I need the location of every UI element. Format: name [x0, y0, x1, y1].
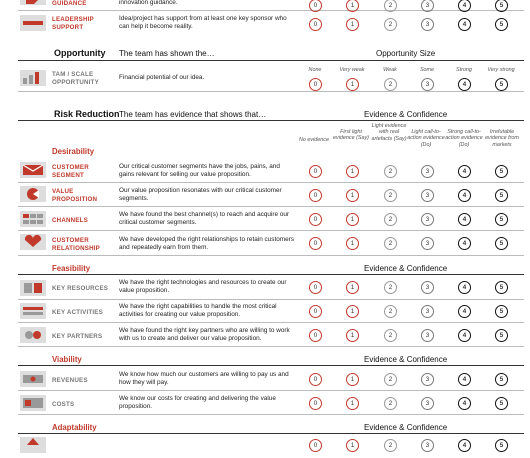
row-label-value-proposition: VALUE PROPOSITION	[52, 188, 98, 203]
row-label-leadership-support: LEADERSHIP SUPPORT	[52, 16, 94, 31]
section-subtitle-opportunity: The team has shown the…	[119, 49, 215, 58]
row-label-revenues: REVENUES	[52, 377, 88, 384]
score-option-2[interactable]: 2	[384, 78, 397, 91]
score-option-4[interactable]: 4	[458, 213, 471, 226]
score-option-1[interactable]: 1	[346, 305, 359, 318]
score-option-0[interactable]: 0	[309, 397, 322, 410]
row-label-channels: CHANNELS	[52, 217, 88, 224]
risk-scale-0: No evidence	[299, 137, 329, 143]
score-option-5[interactable]: 5	[495, 165, 508, 178]
score-option-0[interactable]: 0	[309, 439, 322, 452]
score-option-4[interactable]: 4	[458, 0, 471, 12]
row-desc-revenues: We know how much our customers are willing to pay us and how they will pay.	[119, 371, 289, 386]
category-right-viability: Evidence & Confidence	[364, 355, 448, 364]
score-option-3[interactable]: 3	[421, 439, 434, 452]
section-title-opportunity: Opportunity	[54, 48, 106, 58]
score-option-5[interactable]: 5	[495, 18, 508, 31]
risk-scale-4: Strong call-to-action evidence (Do)	[445, 129, 483, 148]
row-desc-costs: We know our costs for creating and delivering the value proposition.	[119, 395, 276, 410]
score-option-4[interactable]: 4	[458, 373, 471, 386]
key-partners-icon	[20, 327, 46, 343]
category-right-adaptability: Evidence & Confidence	[364, 423, 448, 432]
row-desc-leadership-support: Idea/project has support from at least one key sponsor who can help it become reality.	[119, 15, 287, 30]
section-rule	[18, 60, 524, 61]
score-option-4[interactable]: 4	[458, 305, 471, 318]
score-option-3[interactable]: 3	[421, 397, 434, 410]
score-option-0[interactable]: 0	[309, 189, 322, 202]
opp-scale-5: Very strong	[487, 67, 515, 73]
divider	[18, 255, 524, 256]
divider	[18, 230, 524, 231]
score-option-5[interactable]: 5	[495, 373, 508, 386]
score-option-3[interactable]: 3	[421, 18, 434, 31]
score-option-2[interactable]: 2	[384, 0, 397, 12]
score-option-5[interactable]: 5	[495, 237, 508, 250]
score-option-5[interactable]: 5	[495, 281, 508, 294]
divider	[18, 322, 524, 323]
row-desc-key-partners: We have found the right key partners who are willing to work with us to create and deliver our value proposition.	[119, 327, 290, 342]
revenues-icon	[20, 371, 46, 387]
adaptability-icon	[20, 437, 46, 453]
score-option-5[interactable]: 5	[495, 0, 508, 12]
key-resources-icon	[20, 280, 46, 296]
section-rule	[18, 274, 524, 275]
score-option-5[interactable]: 5	[495, 439, 508, 452]
section-rule	[18, 433, 524, 434]
costs-icon	[20, 395, 46, 411]
score-option-1[interactable]: 1	[346, 213, 359, 226]
score-option-0[interactable]: 0	[309, 305, 322, 318]
value-proposition-icon	[20, 186, 46, 202]
score-option-2[interactable]: 2	[384, 397, 397, 410]
score-option-5[interactable]: 5	[495, 397, 508, 410]
score-option-2[interactable]: 2	[384, 237, 397, 250]
score-option-0[interactable]: 0	[309, 237, 322, 250]
score-option-5[interactable]: 5	[495, 78, 508, 91]
score-option-3[interactable]: 3	[421, 329, 434, 342]
score-option-0[interactable]: 0	[309, 78, 322, 91]
row-label-key-activities: KEY ACTIVITIES	[52, 309, 103, 316]
section-rule	[18, 365, 524, 366]
divider	[18, 206, 524, 207]
score-option-5[interactable]: 5	[495, 189, 508, 202]
risk-scale-1: First light evidence (Say)	[333, 129, 369, 142]
row-label-customer-segment: CUSTOMER SEGMENT	[52, 164, 89, 179]
opp-scale-3: Some	[419, 67, 435, 73]
section-subtitle-risk: The team has evidence that shows that…	[119, 110, 267, 119]
row-desc-channels: We have found the best channel(s) to reach and acquire our critical customer segments.	[119, 211, 290, 226]
score-option-3[interactable]: 3	[421, 189, 434, 202]
score-option-1[interactable]: 1	[346, 165, 359, 178]
row-label-costs: COSTS	[52, 401, 75, 408]
score-option-2[interactable]: 2	[384, 189, 397, 202]
score-option-2[interactable]: 2	[384, 373, 397, 386]
category-desirability: Desirability	[52, 147, 95, 156]
score-option-4[interactable]: 4	[458, 189, 471, 202]
score-option-2[interactable]: 2	[384, 213, 397, 226]
score-option-0[interactable]: 0	[309, 165, 322, 178]
row-label-key-resources: KEY RESOURCES	[52, 285, 109, 292]
score-option-4[interactable]: 4	[458, 281, 471, 294]
score-option-1[interactable]: 1	[346, 0, 359, 12]
opp-scale-1: Very weak	[339, 67, 365, 73]
score-option-1[interactable]: 1	[346, 78, 359, 91]
score-option-4[interactable]: 4	[458, 18, 471, 31]
score-option-0[interactable]: 0	[309, 18, 322, 31]
score-option-2[interactable]: 2	[384, 18, 397, 31]
score-option-2[interactable]: 2	[384, 281, 397, 294]
category-feasibility: Feasibility	[52, 264, 91, 273]
score-option-5[interactable]: 5	[495, 329, 508, 342]
divider	[18, 390, 524, 391]
customer-segment-icon	[20, 162, 46, 178]
score-option-1[interactable]: 1	[346, 189, 359, 202]
row-desc-key-resources: We have the right technologies and resources to create our value proposition.	[119, 279, 287, 294]
score-option-1[interactable]: 1	[346, 329, 359, 342]
opp-scale-0: None	[308, 67, 322, 73]
row-label-guidance: GUIDANCE	[52, 0, 87, 7]
score-option-1[interactable]: 1	[346, 397, 359, 410]
score-option-3[interactable]: 3	[421, 213, 434, 226]
score-option-4[interactable]: 4	[458, 397, 471, 410]
score-option-4[interactable]: 4	[458, 165, 471, 178]
score-option-2[interactable]: 2	[384, 305, 397, 318]
guidance-icon	[20, 0, 46, 10]
score-option-3[interactable]: 3	[421, 281, 434, 294]
opp-scale-2: Weak	[383, 67, 397, 73]
score-option-1[interactable]: 1	[346, 281, 359, 294]
risk-scale-2: Light evidence with real artefacts (Say)	[371, 123, 407, 142]
divider	[18, 91, 524, 92]
score-option-5[interactable]: 5	[495, 213, 508, 226]
score-option-3[interactable]: 3	[421, 0, 434, 12]
score-option-3[interactable]: 3	[421, 305, 434, 318]
leadership-support-icon	[20, 15, 46, 31]
row-desc-value-proposition: Our value proposition resonates with our critical customer segments.	[119, 187, 282, 202]
section-right-opportunity: Opportunity Size	[376, 49, 436, 58]
row-label-customer-relationship: CUSTOMER RELATIONSHIP	[52, 237, 101, 252]
score-option-1[interactable]: 1	[346, 18, 359, 31]
score-option-4[interactable]: 4	[458, 78, 471, 91]
divider	[18, 182, 524, 183]
score-option-2[interactable]: 2	[384, 439, 397, 452]
row-desc-customer-segment: Our critical customer segments have the jobs, pains, and gains relevant for selling our value proposition.	[119, 163, 280, 178]
score-option-4[interactable]: 4	[458, 329, 471, 342]
score-option-1[interactable]: 1	[346, 373, 359, 386]
section-title-risk: Risk Reduction	[54, 109, 120, 119]
row-label-key-partners: KEY PARTNERS	[52, 333, 103, 340]
key-activities-icon	[20, 303, 46, 319]
opp-scale-4: Strong	[456, 67, 472, 73]
category-viability: Viability	[52, 355, 82, 364]
score-option-3[interactable]: 3	[421, 373, 434, 386]
score-option-0[interactable]: 0	[309, 0, 322, 12]
score-option-1[interactable]: 1	[346, 237, 359, 250]
score-option-3[interactable]: 3	[421, 237, 434, 250]
section-right-risk: Evidence & Confidence	[364, 110, 448, 119]
score-option-0[interactable]: 0	[309, 281, 322, 294]
section-rule	[18, 120, 524, 121]
divider	[18, 346, 524, 347]
category-adaptability: Adaptability	[52, 423, 97, 432]
risk-scale-5: Irrefutable evidence from markets	[485, 129, 519, 148]
risk-scale-3: Light call-to-action evidence (Do)	[407, 129, 445, 148]
score-option-0[interactable]: 0	[309, 213, 322, 226]
score-option-3[interactable]: 3	[421, 165, 434, 178]
score-option-3[interactable]: 3	[421, 78, 434, 91]
score-option-2[interactable]: 2	[384, 329, 397, 342]
tam-scale-icon	[20, 70, 46, 86]
score-option-0[interactable]: 0	[309, 373, 322, 386]
divider	[18, 414, 524, 415]
score-option-5[interactable]: 5	[495, 305, 508, 318]
score-option-1[interactable]: 1	[346, 439, 359, 452]
score-option-0[interactable]: 0	[309, 329, 322, 342]
row-desc-key-activities: We have the right capabilities to handle the most critical activities for creating our value proposition.	[119, 303, 277, 318]
score-option-4[interactable]: 4	[458, 237, 471, 250]
category-right-feasibility: Evidence & Confidence	[364, 264, 448, 273]
row-desc-guidance: innovation guidance.	[119, 0, 178, 6]
row-label-tam-scale: TAM / SCALE OPPORTUNITY	[52, 71, 99, 86]
score-option-2[interactable]: 2	[384, 165, 397, 178]
row-desc-tam-scale: Financial potential of our idea.	[119, 74, 205, 81]
divider	[18, 10, 524, 11]
row-desc-customer-relationship: We have developed the right relationships to retain customers and repeatedly earn from them.	[119, 236, 295, 251]
divider	[18, 299, 524, 300]
customer-relationship-icon	[20, 234, 46, 250]
score-option-4[interactable]: 4	[458, 439, 471, 452]
channels-icon	[20, 211, 46, 227]
